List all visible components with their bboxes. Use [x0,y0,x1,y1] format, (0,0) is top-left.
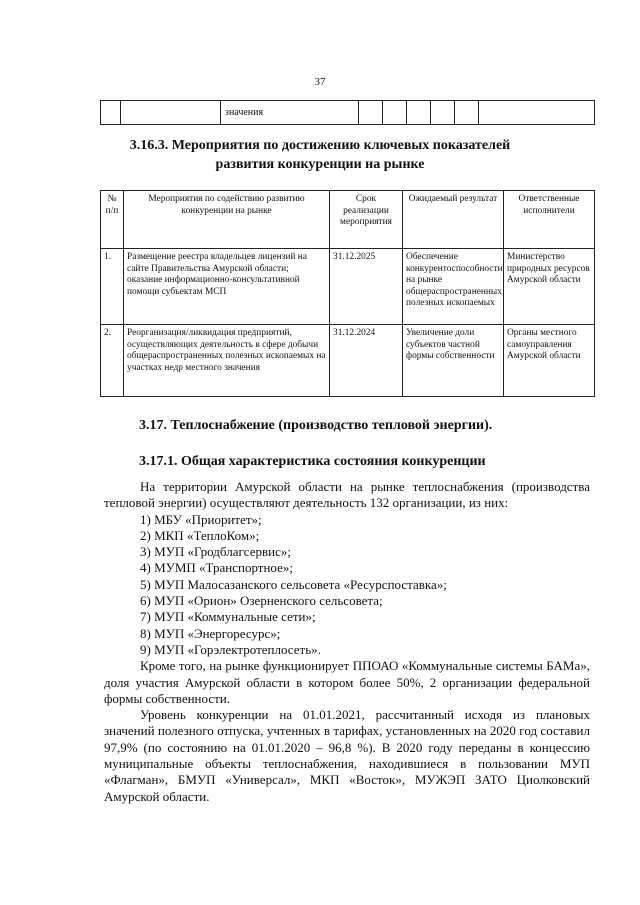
table-cell: значения [221,101,359,125]
result-cell: Увеличение доли субъектов частной формы собственности [403,325,504,397]
paragraph: Уровень конкуренции на 01.01.2021, рассчитанный исходя из плановых значений полезного отпуска, учтенных в тарифах, установленных на 2020 год составил 97,9% (по состоянию на 01.01.2020 – 96,8 %). В 2020 году переданы в концессию муниципальные объекты теплоснабжения, находившиеся в пользовании МУП «Флагман», БМУП «Универсал», МКП «Восток», МУЖЭП ЗАТО Циолковский Амурской области. [104,707,590,804]
table-row [101,101,595,125]
list-item: 2) МКП «ТеплоКом»; [140,527,260,543]
row-number: 1. [101,249,124,325]
table-header-row [101,191,595,249]
responsible-cell: Органы местного самоуправления Амурской области [504,325,595,397]
measure-cell: Размещение реестра владельцев лицензий на сайте Правительства Амурской области; оказание информационно-консультативной помощи субъектам МСП [124,249,330,325]
column-header: Мероприятия по содействию развитию конкуренции на рынке [124,191,330,249]
list-item: 1) МБУ «Приоритет»; [140,511,262,527]
list-item: 8) МУП «Энергоресурс»; [140,625,281,641]
list-item: 9) МУП «Горэлектротеплосеть». [140,641,321,657]
table-row [101,325,595,397]
list-item: 5) МУП Малосазанского сельсовета «Ресурспоставка»; [140,576,447,592]
list-item: 3) МУП «Гродблагсервис»; [140,544,291,560]
organization-list [104,512,590,659]
responsible-cell: Министерство природных ресурсов Амурской области [504,249,595,325]
continued-table-fragment [100,100,595,125]
table-row [101,249,595,325]
list-item: 6) МУП «Орион» Озерненского сельсовета; [140,593,383,609]
deadline-cell: 31.12.2024 [330,325,403,397]
section-heading-3-17: 3.17. Теплоснабжение (производство тепловой энергии). [139,418,493,433]
column-header: № п/п [101,191,124,249]
list-item: 7) МУП «Коммунальные сети»; [140,609,316,625]
column-header: Ответственные исполнители [504,191,595,249]
result-cell: Обеспечение конкурентоспособности на рынке общераспространенных полезных ископаемых [403,249,504,325]
deadline-cell: 31.12.2025 [330,249,403,325]
paragraph: Кроме того, на рынке функционирует ППОАО «Коммунальные системы БАМа», доля участия Амурской области в котором более 50%, 2 организации федеральной формы собственности. [104,658,590,706]
column-header: Срок реализации мероприятия [330,191,403,249]
list-item: 4) МУМП «Транспортное»; [140,560,293,576]
intro-paragraph: На территории Амурской области на рынке теплоснабжения (производства тепловой энергии) осуществляют деятельность 132 организации, из них: [104,479,590,511]
body-text [104,479,590,805]
section-heading-3-17-1: 3.17.1. Общая характеристика состояния конкуренции [139,454,486,469]
measure-cell: Реорганизация/ликвидация предприятий, осуществляющих деятельность в сфере добычи общераспространенных полезных ископаемых на участках недр местного значения [124,325,330,397]
section-heading-3-16-3: 3.16.3. Мероприятия по достижению ключевых показателей развития конкуренции на рынке [129,138,511,172]
page-number: 37 [314,76,326,88]
row-number: 2. [101,325,124,397]
measures-table [100,190,595,397]
column-header: Ожидаемый результат [403,191,504,249]
